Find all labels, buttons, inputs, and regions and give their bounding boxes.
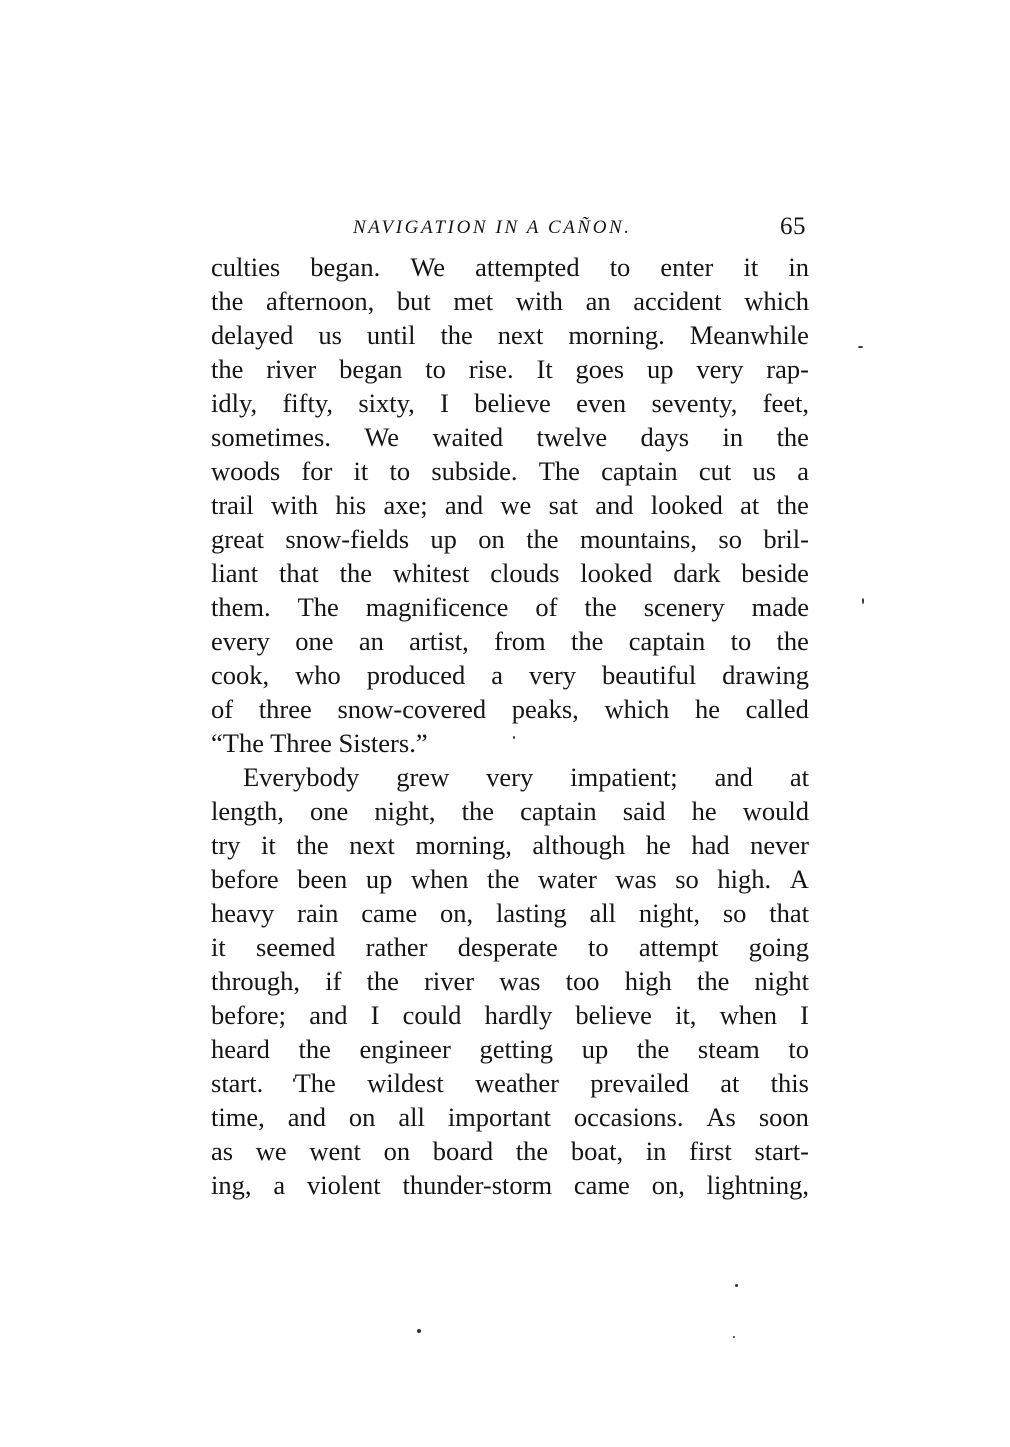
word: the [696, 966, 730, 996]
text-line [211, 624, 809, 658]
word: grew [396, 762, 450, 792]
word: time, [211, 1102, 265, 1132]
word: up [430, 524, 457, 554]
word: when [411, 864, 469, 894]
text-line [211, 1134, 809, 1168]
word: sometimes. [211, 422, 331, 452]
running-title: NAVIGATION IN A CAÑON. [353, 217, 632, 238]
word: before [211, 864, 279, 894]
word: he [645, 830, 671, 860]
word: the [440, 320, 473, 350]
word: believe [575, 1000, 652, 1030]
word: snow-fields [285, 524, 410, 554]
word: would [742, 796, 809, 826]
word: captain [628, 626, 706, 656]
word: had [691, 830, 730, 860]
word: artist, [409, 626, 469, 656]
word: river [266, 354, 317, 384]
word: us [752, 456, 777, 486]
word: to [788, 1034, 809, 1064]
word: to [730, 626, 752, 656]
word: try [211, 830, 241, 860]
word: so [718, 524, 742, 554]
word: I [440, 388, 449, 418]
word: water [537, 864, 597, 894]
word: bril- [763, 524, 809, 554]
word: to [588, 932, 609, 962]
scan-speck [733, 1336, 735, 1338]
word: the [515, 1136, 549, 1166]
word: getting [479, 1034, 554, 1064]
scan-speck [293, 1078, 295, 1082]
text-line [211, 794, 809, 828]
word: great [211, 524, 264, 554]
word: on [478, 524, 505, 554]
text-line [211, 1100, 809, 1134]
word: and [287, 1102, 326, 1132]
word: going [748, 932, 809, 962]
text-line [211, 862, 809, 896]
word: start. [211, 1068, 264, 1098]
word: one [310, 796, 349, 826]
word: Everybody [243, 762, 360, 792]
word: I [800, 1000, 809, 1030]
word: them. [211, 592, 271, 622]
word: subside. [431, 456, 518, 486]
word: very [696, 354, 744, 384]
word: attempt [638, 932, 719, 962]
word: engineer [359, 1034, 451, 1064]
word: accident [633, 286, 722, 316]
scan-speck [858, 346, 863, 348]
word: that [769, 898, 809, 928]
word: although [532, 830, 626, 860]
word: the [636, 1034, 670, 1064]
word: the [584, 592, 617, 622]
word: captain [601, 456, 678, 486]
word: at [720, 1068, 740, 1098]
word: made [751, 592, 809, 622]
text-line [211, 658, 809, 692]
word: important [447, 1102, 551, 1132]
word: liant [211, 558, 259, 588]
word: the [776, 490, 809, 520]
word: As [706, 1102, 736, 1132]
word: and [444, 490, 484, 520]
word: the [298, 1034, 331, 1064]
scan-speck [735, 1284, 738, 1287]
word: met [453, 286, 494, 316]
word: to [389, 456, 411, 486]
word: rise. [468, 354, 514, 384]
word: for [301, 456, 333, 486]
word: boat, [570, 1136, 624, 1166]
word: lasting [495, 898, 567, 928]
text-line [211, 556, 809, 590]
word: with [270, 490, 319, 520]
word: began. [310, 252, 381, 282]
word: never [750, 830, 809, 860]
word: it [211, 932, 226, 962]
word: and [595, 490, 634, 520]
word: which [604, 694, 670, 724]
word: start- [754, 1136, 809, 1166]
word: we [255, 1136, 287, 1166]
word: up [581, 1034, 609, 1064]
word: in [645, 1136, 667, 1166]
word: the [339, 558, 372, 588]
word: to [609, 252, 631, 282]
word: the [211, 354, 244, 384]
text-line [211, 386, 809, 420]
word: axe; [383, 490, 428, 520]
text-line [211, 1032, 809, 1066]
word: idly, [211, 388, 258, 418]
word: delayed [211, 320, 294, 350]
word: peaks, [511, 694, 579, 724]
word: called [745, 694, 809, 724]
word: three [258, 694, 312, 724]
word: was [615, 864, 657, 894]
word: scenery [643, 592, 725, 622]
text-line [211, 352, 809, 386]
word: he [691, 796, 717, 826]
word: woods [211, 456, 281, 486]
word: with [515, 286, 563, 316]
word: in [722, 422, 744, 452]
word: an [585, 286, 611, 316]
word: could [402, 1000, 462, 1030]
word: sat [548, 490, 578, 520]
word: which [744, 286, 809, 316]
word: every [211, 626, 270, 656]
text-line [211, 420, 809, 454]
word: even [576, 388, 627, 418]
word: night [754, 966, 809, 996]
text-line [211, 964, 809, 998]
word: length, [211, 796, 284, 826]
word: all [589, 898, 616, 928]
word: the [487, 864, 520, 894]
word: in [788, 252, 809, 282]
word: the [461, 796, 494, 826]
word: to [425, 354, 446, 384]
word: night, [374, 796, 436, 826]
word: too [565, 966, 600, 996]
scan-speck [513, 736, 515, 739]
word: on, [439, 898, 474, 928]
text-line [211, 828, 809, 862]
word: snow-covered [337, 694, 487, 724]
word: us [318, 320, 342, 350]
word: wildest [367, 1068, 444, 1098]
text-line [211, 522, 809, 556]
word: impatient; [570, 762, 678, 792]
word: who [295, 660, 341, 690]
word: of [535, 592, 558, 622]
text-line [211, 896, 809, 930]
word: next [349, 830, 395, 860]
paragraph-start-line [211, 760, 809, 794]
word: thunder-storm [402, 1170, 553, 1200]
word: through, [211, 966, 301, 996]
word: produced [366, 660, 466, 690]
text-line [211, 250, 809, 284]
word: until [366, 320, 416, 350]
word: heard [211, 1034, 270, 1064]
word: dark [673, 558, 721, 588]
word: river [424, 966, 475, 996]
word: The [294, 1068, 336, 1098]
word: the [296, 830, 329, 860]
word: on [383, 1136, 411, 1166]
word: We [364, 422, 400, 452]
word: looked [580, 558, 653, 588]
word: captain [520, 796, 597, 826]
word: his [335, 490, 367, 520]
word: seemed [255, 932, 336, 962]
word: the [366, 966, 399, 996]
word: waited [432, 422, 504, 452]
text-line [211, 488, 809, 522]
word: believe [474, 388, 551, 418]
word: high. [717, 864, 772, 894]
word: a [273, 1170, 286, 1200]
word: ing, [211, 1170, 252, 1200]
word: came [573, 1170, 630, 1200]
word: I [370, 1000, 380, 1030]
word: morning. [568, 320, 665, 350]
text-line [211, 318, 809, 352]
word: culties [211, 252, 281, 282]
word: all [398, 1102, 425, 1132]
word: first [689, 1136, 732, 1166]
word: a [491, 660, 504, 690]
word: hardly [484, 1000, 553, 1030]
word: fifty, [282, 388, 333, 418]
word: up [365, 864, 393, 894]
word: it [353, 456, 369, 486]
word: we [500, 490, 532, 520]
text-line [211, 930, 809, 964]
word: the [776, 422, 809, 452]
word: the [526, 524, 559, 554]
word: it, [675, 1000, 697, 1030]
word: the [211, 286, 244, 316]
word: Meanwhile [689, 320, 809, 350]
word: that [278, 558, 319, 588]
word: soon [758, 1102, 809, 1132]
text-line [211, 692, 809, 726]
word: enter [660, 252, 714, 282]
word: We [410, 252, 445, 282]
word: sixty, [358, 388, 415, 418]
word: on, [651, 1170, 685, 1200]
word: occasions. [573, 1102, 684, 1132]
word: desperate [457, 932, 558, 962]
word: if [325, 966, 342, 996]
text-line [211, 1168, 809, 1202]
word: one [295, 626, 334, 656]
word: afternoon, [266, 286, 375, 316]
word: The [297, 592, 339, 622]
word: drawing [722, 660, 809, 690]
word: board [432, 1136, 494, 1166]
word: this [770, 1068, 809, 1098]
word: attempted [475, 252, 580, 282]
page-number: 65 [780, 213, 806, 240]
word: violent [306, 1170, 381, 1200]
text-line [211, 998, 809, 1032]
word: seventy, [651, 388, 738, 418]
running-head [210, 213, 810, 249]
word: heavy [211, 898, 275, 928]
word: trail [211, 490, 254, 520]
word: steam [697, 1034, 760, 1064]
word: very [528, 660, 577, 690]
word: rap- [766, 354, 809, 384]
word: cut [698, 456, 732, 486]
word: the [776, 626, 809, 656]
word: so [675, 864, 699, 894]
text-line [211, 590, 809, 624]
word: when [719, 1000, 777, 1030]
word: as [211, 1136, 234, 1166]
word: days [640, 422, 690, 452]
word: a [797, 456, 809, 486]
text-line [211, 1066, 809, 1100]
word: mountains, [579, 524, 697, 554]
word: been [297, 864, 348, 894]
word: up [646, 354, 674, 384]
word: went [309, 1136, 361, 1166]
word: began [339, 354, 403, 384]
word: beautiful [602, 660, 697, 690]
word: it [743, 252, 759, 282]
word: before; [211, 1000, 287, 1030]
word: was [499, 966, 541, 996]
word: morning, [415, 830, 512, 860]
word: said [622, 796, 666, 826]
word: lightning, [706, 1170, 809, 1200]
word: high [624, 966, 672, 996]
word: he [694, 694, 720, 724]
text-line [211, 454, 809, 488]
word: but [396, 286, 431, 316]
word: came [361, 898, 418, 928]
word: goes [575, 354, 625, 384]
word: night, [638, 898, 700, 928]
scan-speck [862, 598, 864, 604]
word: A [789, 864, 809, 894]
word: twelve [536, 422, 608, 452]
body-text [211, 250, 809, 1202]
word: whitest [392, 558, 470, 588]
word: next [497, 320, 544, 350]
word: cook, [211, 660, 270, 690]
word: on [348, 1102, 376, 1132]
word: clouds [490, 558, 560, 588]
paragraph-end-line: “The Three Sisters.” [211, 728, 428, 758]
word: at [789, 762, 809, 792]
word: looked [650, 490, 723, 520]
word: rather [365, 932, 428, 962]
word: so [722, 898, 747, 928]
text-line [211, 284, 809, 318]
word: magnificence [365, 592, 509, 622]
word: and [309, 1000, 348, 1030]
word: weather [475, 1068, 559, 1098]
word: It [536, 354, 553, 384]
word: prevailed [590, 1068, 689, 1098]
word: rain [297, 898, 339, 928]
word: the [571, 626, 604, 656]
word: feet, [762, 388, 809, 418]
word: at [740, 490, 760, 520]
scan-speck [417, 1329, 421, 1333]
word: it [261, 830, 276, 860]
word: beside [741, 558, 809, 588]
word: from [494, 626, 546, 656]
word: an [358, 626, 384, 656]
word: very [486, 762, 534, 792]
word: and [714, 762, 753, 792]
word: of [211, 694, 234, 724]
word: The [538, 456, 580, 486]
